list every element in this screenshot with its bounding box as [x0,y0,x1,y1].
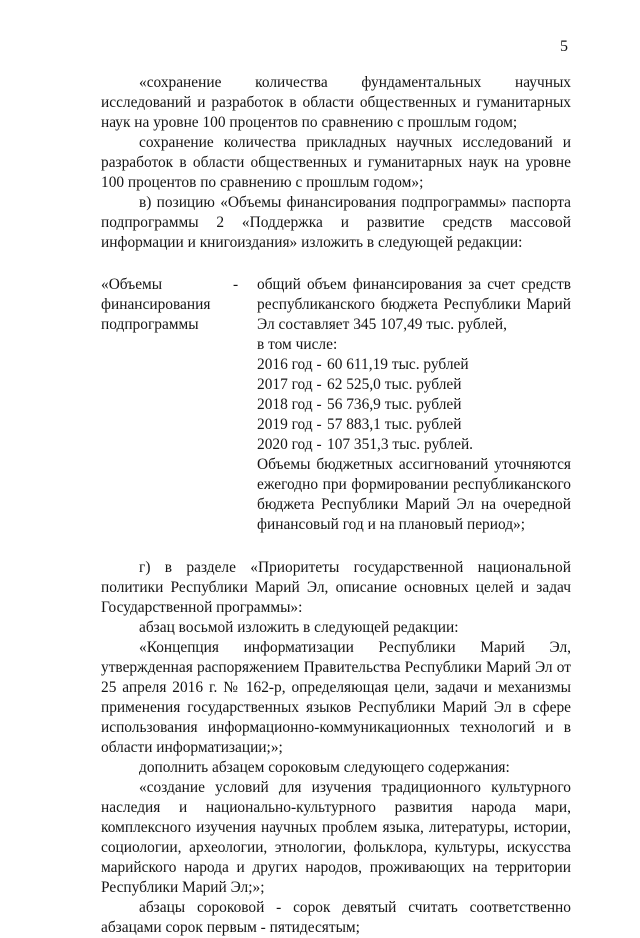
finance-year: 2019 год - [257,416,322,433]
finance-table [101,275,571,535]
finance-details [257,275,571,535]
finance-label-line: «Объемы [101,276,163,293]
paragraph-applied-research: сохранение количества прикладных научных исследований и разработок в области общественных и гуманитарных наук на уровне 100 процентов по сравнению с прошлым годом»; [101,134,571,191]
finance-year: 2018 год - [257,396,322,413]
finance-year-row [257,375,571,395]
finance-label-line: финансирования [101,296,211,313]
finance-amount: 107 351,3 тыс. рублей. [327,436,474,453]
finance-note: Объемы бюджетных ассигнований уточняются ежегодно при формировании республиканского бюджета Республики Марий Эл на очередной финансовый год и на плановый период»; [257,456,571,533]
finance-amount: 56 736,9 тыс. рублей [327,396,462,413]
paragraph-item-g: г) в разделе «Приоритеты государственной национальной политики Республики Марий Эл, описание основных целей и задач Государственной программы»: [101,559,571,616]
finance-amount: 60 611,19 тыс. рублей [327,356,469,373]
finance-year-row [257,435,571,455]
finance-amount: 62 525,0 тыс. рублей [327,376,462,393]
finance-year-row [257,395,571,415]
paragraph-item-v: в) позицию «Объемы финансирования подпрограммы» паспорта подпрограммы 2 «Поддержка и развитие средств массовой информации и книгоиздания» изложить в следующей редакции: [101,194,571,251]
finance-amount: 57 883,1 тыс. рублей [327,416,462,433]
finance-year: 2016 год - [257,356,322,373]
paragraph-cultural-heritage: «создание условий для изучения традиционного культурного наследия и национально-культурного развития народа мари, комплексного изучения научных проблем языка, литературы, истории, социологии, археологии, этнологии, фольклора, культуры, искусства марийского народа и других народов, проживающих на территории Республики Марий Эл;»; [101,779,571,896]
finance-intro: общий объем финансирования за счет средств республиканского бюджета Республики Марий Эл составляет 345 107,49 тыс. рублей, [257,276,571,333]
finance-dash: - [233,276,239,293]
finance-year: 2017 год - [257,376,322,393]
finance-year-row [257,355,571,375]
paragraph-renumbering: абзацы сороковой - сорок девятый считать соответственно абзацами сорок первым - пятидесятым; [101,899,571,936]
document-body [101,73,571,938]
paragraph-informatization-concept: «Концепция информатизации Республики Марий Эл, утвержденная распоряжением Правительства Республики Марий Эл от 25 апреля 2016 г. № 162-р, определяющая цели, задачи и механизмы применения государственных языков Республики Марий Эл в сфере использования информационно-коммуникационных технологий и в области информатизации;»; [101,639,571,756]
finance-label [101,275,233,535]
page-number: 5 [560,38,568,55]
paragraph-fundamental-research: «сохранение количества фундаментальных научных исследований и разработок в области общественных и гуманитарных наук на уровне 100 процентов по сравнению с прошлым годом; [101,74,571,131]
finance-label-line: подпрограммы [101,316,199,333]
paragraph-eighth-intro: абзац восьмой изложить в следующей редакции: [139,619,459,636]
finance-year-row [257,415,571,435]
paragraph-fortieth-intro: дополнить абзацем сороковым следующего содержания: [139,759,510,776]
finance-year: 2020 год - [257,436,322,453]
finance-in-total: в том числе: [257,336,338,353]
